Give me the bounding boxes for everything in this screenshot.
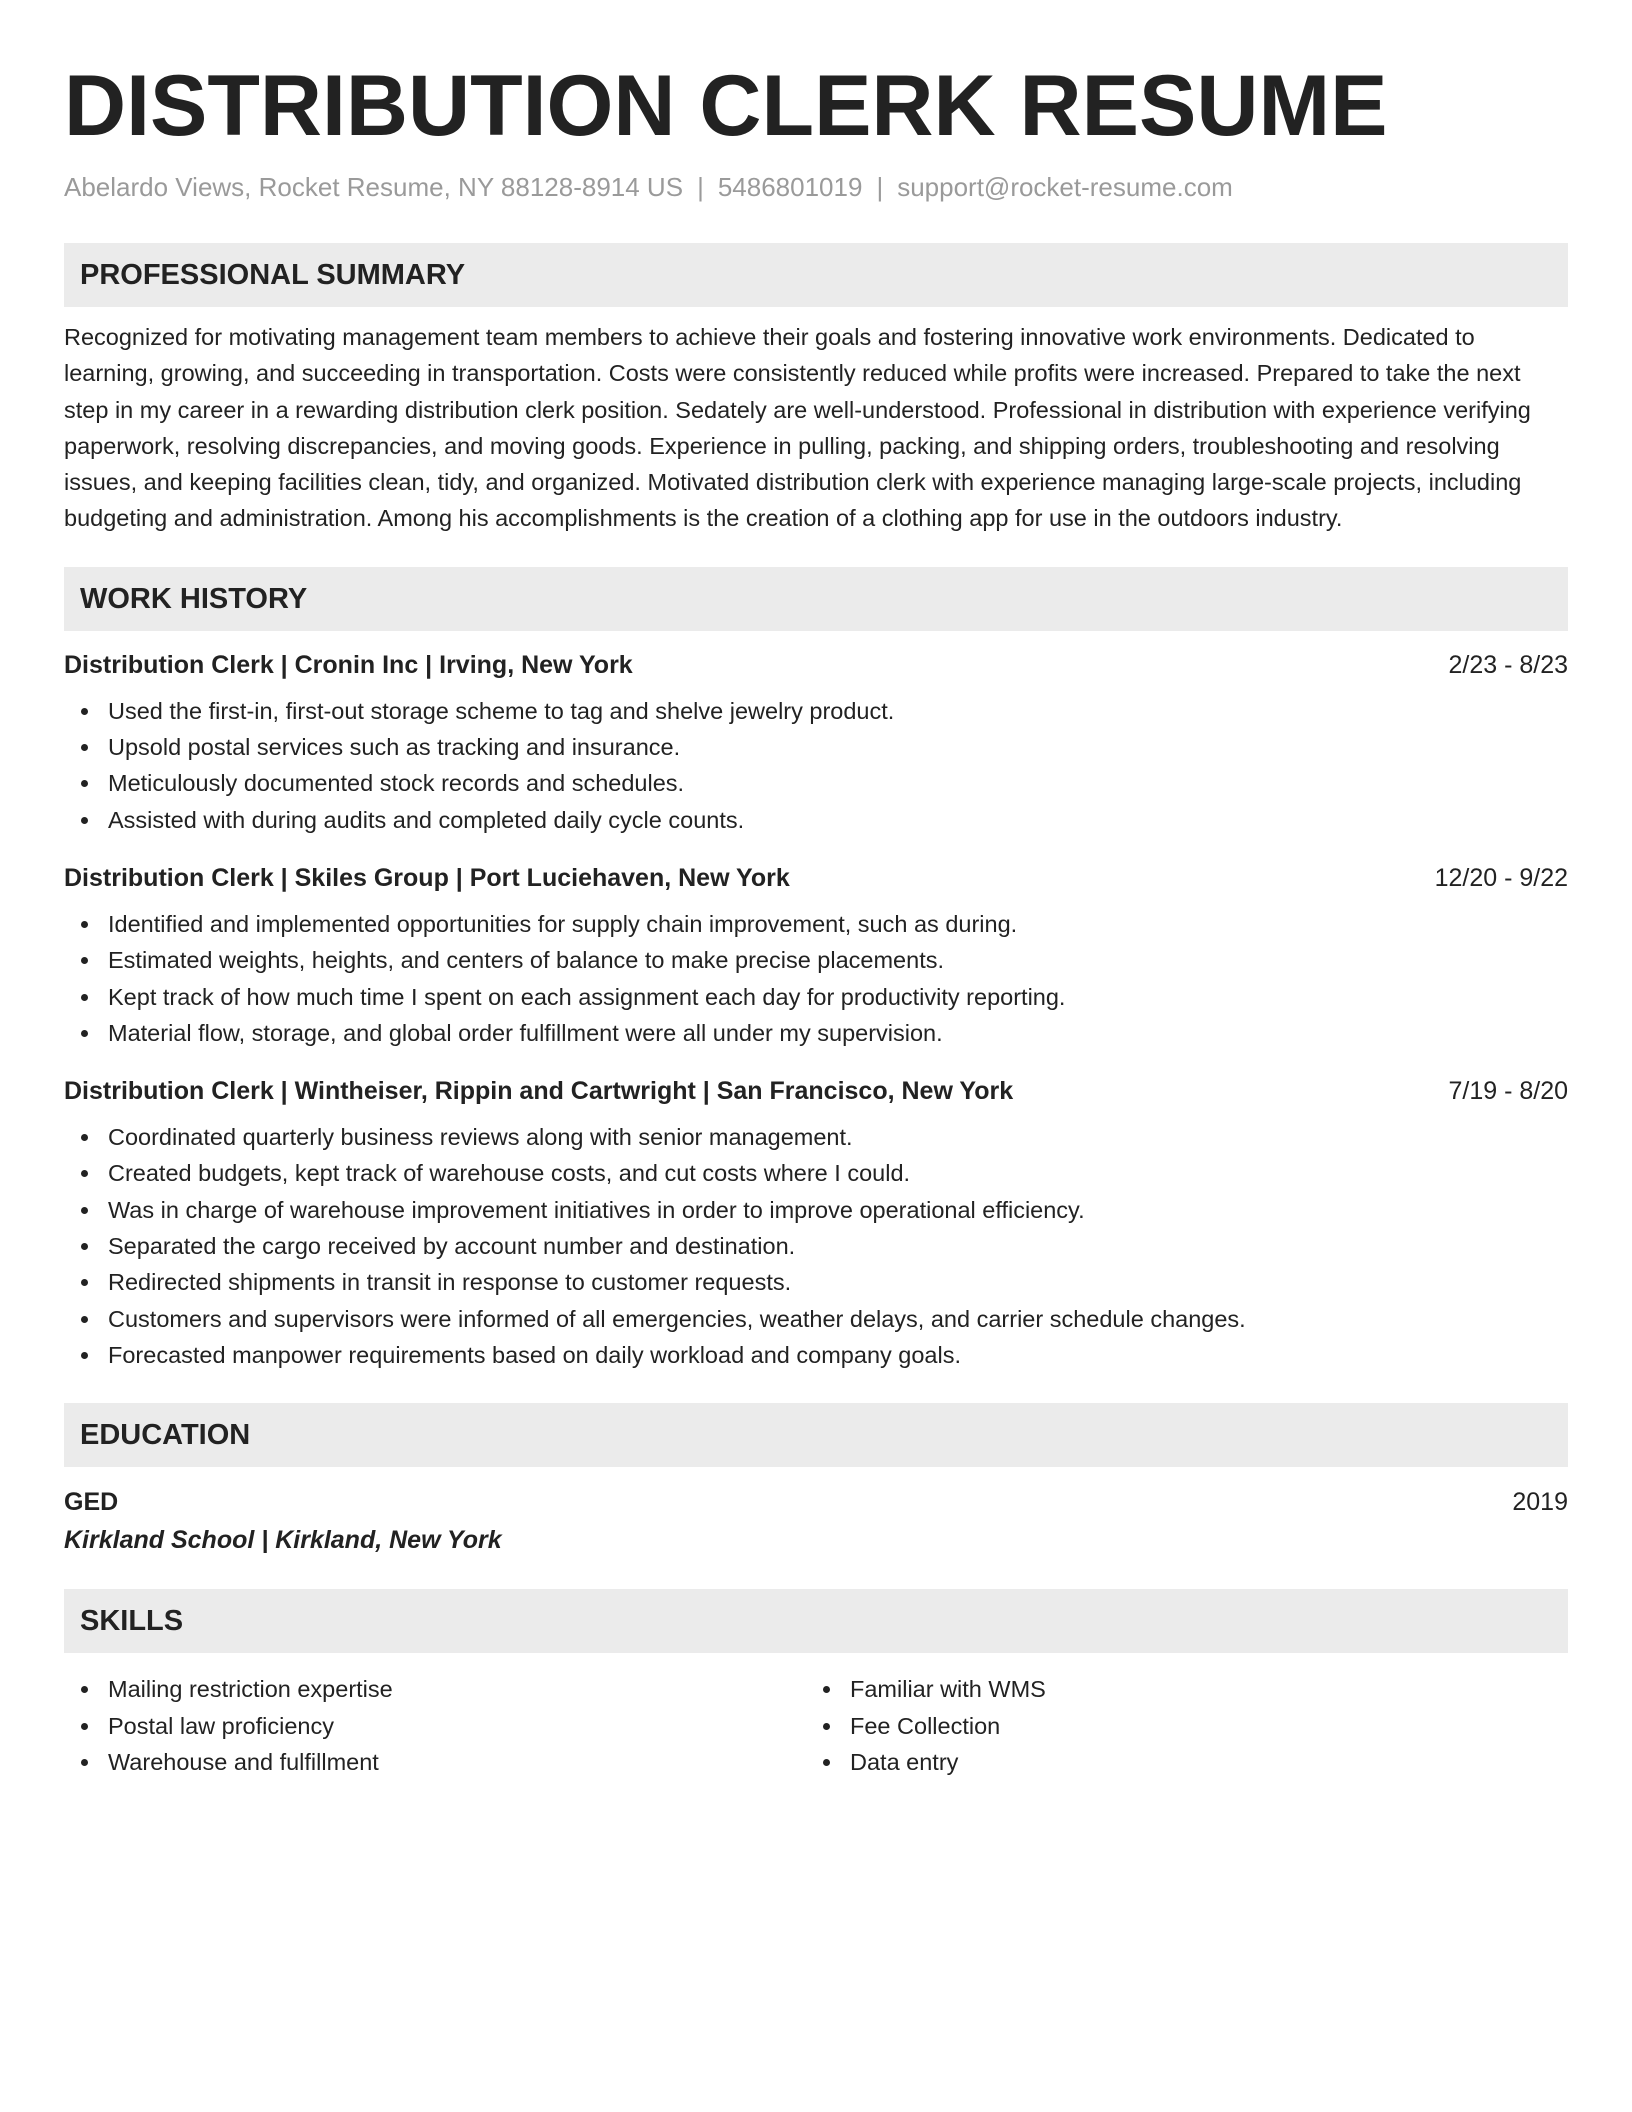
job-title: Distribution Clerk | Skiles Group | Port Luciehaven, New York: [64, 863, 790, 892]
job-title: Distribution Clerk | Wintheiser, Rippin and Cartwright | San Francisco, New York: [64, 1077, 1014, 1106]
list-item: Data entry: [806, 1744, 1548, 1780]
list-item: Material flow, storage, and global order fulfillment were all under my supervision.: [64, 1015, 1568, 1051]
list-item: Mailing restriction expertise: [64, 1671, 806, 1707]
resume-page: [64, 56, 1568, 1780]
contact-line: [64, 170, 1568, 204]
list-item: Forecasted manpower requirements based on daily workload and company goals.: [64, 1337, 1568, 1373]
skills-column-right: [806, 1661, 1548, 1780]
job-entry: [64, 1073, 1568, 1373]
list-item: Identified and implemented opportunities for supply chain improvement, such as during.: [64, 906, 1568, 942]
list-item: Coordinated quarterly business reviews along with senior management.: [64, 1119, 1568, 1155]
job-dates: 2/23 - 8/23: [1448, 650, 1568, 679]
job-bullets: [64, 1119, 1568, 1373]
education-header: [64, 1483, 1568, 1521]
list-item: Estimated weights, heights, and centers of balance to make precise placements.: [64, 942, 1568, 978]
resume-title: DISTRIBUTION CLERK RESUME: [64, 58, 1388, 154]
list-item: Familiar with WMS: [806, 1671, 1548, 1707]
list-item: Upsold postal services such as tracking and insurance.: [64, 729, 1568, 765]
list-item: Was in charge of warehouse improvement initiatives in order to improve operational efficiency.: [64, 1192, 1568, 1228]
list-item: Postal law proficiency: [64, 1708, 806, 1744]
list-item: Created budgets, kept track of warehouse costs, and cut costs where I could.: [64, 1155, 1568, 1191]
job-entry: [64, 860, 1568, 1051]
job-header: [64, 1073, 1568, 1109]
contact-phone: 5486801019: [717, 172, 863, 202]
summary-text: Recognized for motivating management team members to achieve their goals and fostering innovative work environments. Dedicated to learning, growing, and succeeding in transportation. Costs were consistently reduced while profits were increased. Prepared to take the next step in my career in a rewarding distribution clerk position. Sedately are well-understood. Professional in distribution with experience verifying paperwork, resolving discrepancies, and moving goods. Experience in pulling, packing, and shipping orders, troubleshooting and resolving issues, and keeping facilities clean, tidy, and organized. Motivated distribution clerk with experience managing large-scale projects, including budgeting and administration. Among his accomplishments is the creation of a clothing app for use in the outdoors industry.: [64, 324, 1531, 532]
list-item: Redirected shipments in transit in response to customer requests.: [64, 1264, 1568, 1300]
section-heading-skills: SKILLS: [64, 1589, 1568, 1653]
skills-column-left: [64, 1661, 806, 1780]
section-heading-summary: PROFESSIONAL SUMMARY: [64, 243, 1568, 307]
job-entry: [64, 647, 1568, 838]
section-heading-work-history: WORK HISTORY: [64, 567, 1568, 631]
skills-list: [64, 1661, 1568, 1780]
contact-separator: |: [876, 172, 884, 202]
list-item: Warehouse and fulfillment: [64, 1744, 806, 1780]
list-item: Kept track of how much time I spent on each assignment each day for productivity reporting.: [64, 979, 1568, 1015]
job-header: [64, 647, 1568, 683]
section-heading-education: EDUCATION: [64, 1403, 1568, 1467]
list-item: Assisted with during audits and completed daily cycle counts.: [64, 802, 1568, 838]
education-entry: [64, 1483, 1568, 1559]
contact-address: Abelardo Views, Rocket Resume, NY 88128-8914 US: [64, 172, 684, 202]
job-title: Distribution Clerk | Cronin Inc | Irving, New York: [64, 650, 633, 679]
list-item: Separated the cargo received by account number and destination.: [64, 1228, 1568, 1264]
contact-email: support@rocket-resume.com: [897, 172, 1233, 202]
list-item: Fee Collection: [806, 1708, 1548, 1744]
job-dates: 12/20 - 9/22: [1434, 863, 1568, 892]
list-item: Customers and supervisors were informed of all emergencies, weather delays, and carrier schedule changes.: [64, 1301, 1568, 1337]
education-year: 2019: [1512, 1488, 1568, 1517]
job-bullets: [64, 693, 1568, 838]
contact-separator: |: [697, 172, 704, 202]
skills-bullets: [64, 1671, 806, 1780]
education-school: Kirkland School | Kirkland, New York: [64, 1526, 502, 1555]
list-item: Used the first-in, first-out storage scheme to tag and shelve jewelry product.: [64, 693, 1568, 729]
job-dates: 7/19 - 8/20: [1448, 1077, 1568, 1106]
job-bullets: [64, 906, 1568, 1051]
education-degree: GED: [64, 1488, 119, 1517]
job-header: [64, 860, 1568, 896]
list-item: Meticulously documented stock records and schedules.: [64, 765, 1568, 801]
skills-bullets: [806, 1671, 1548, 1780]
